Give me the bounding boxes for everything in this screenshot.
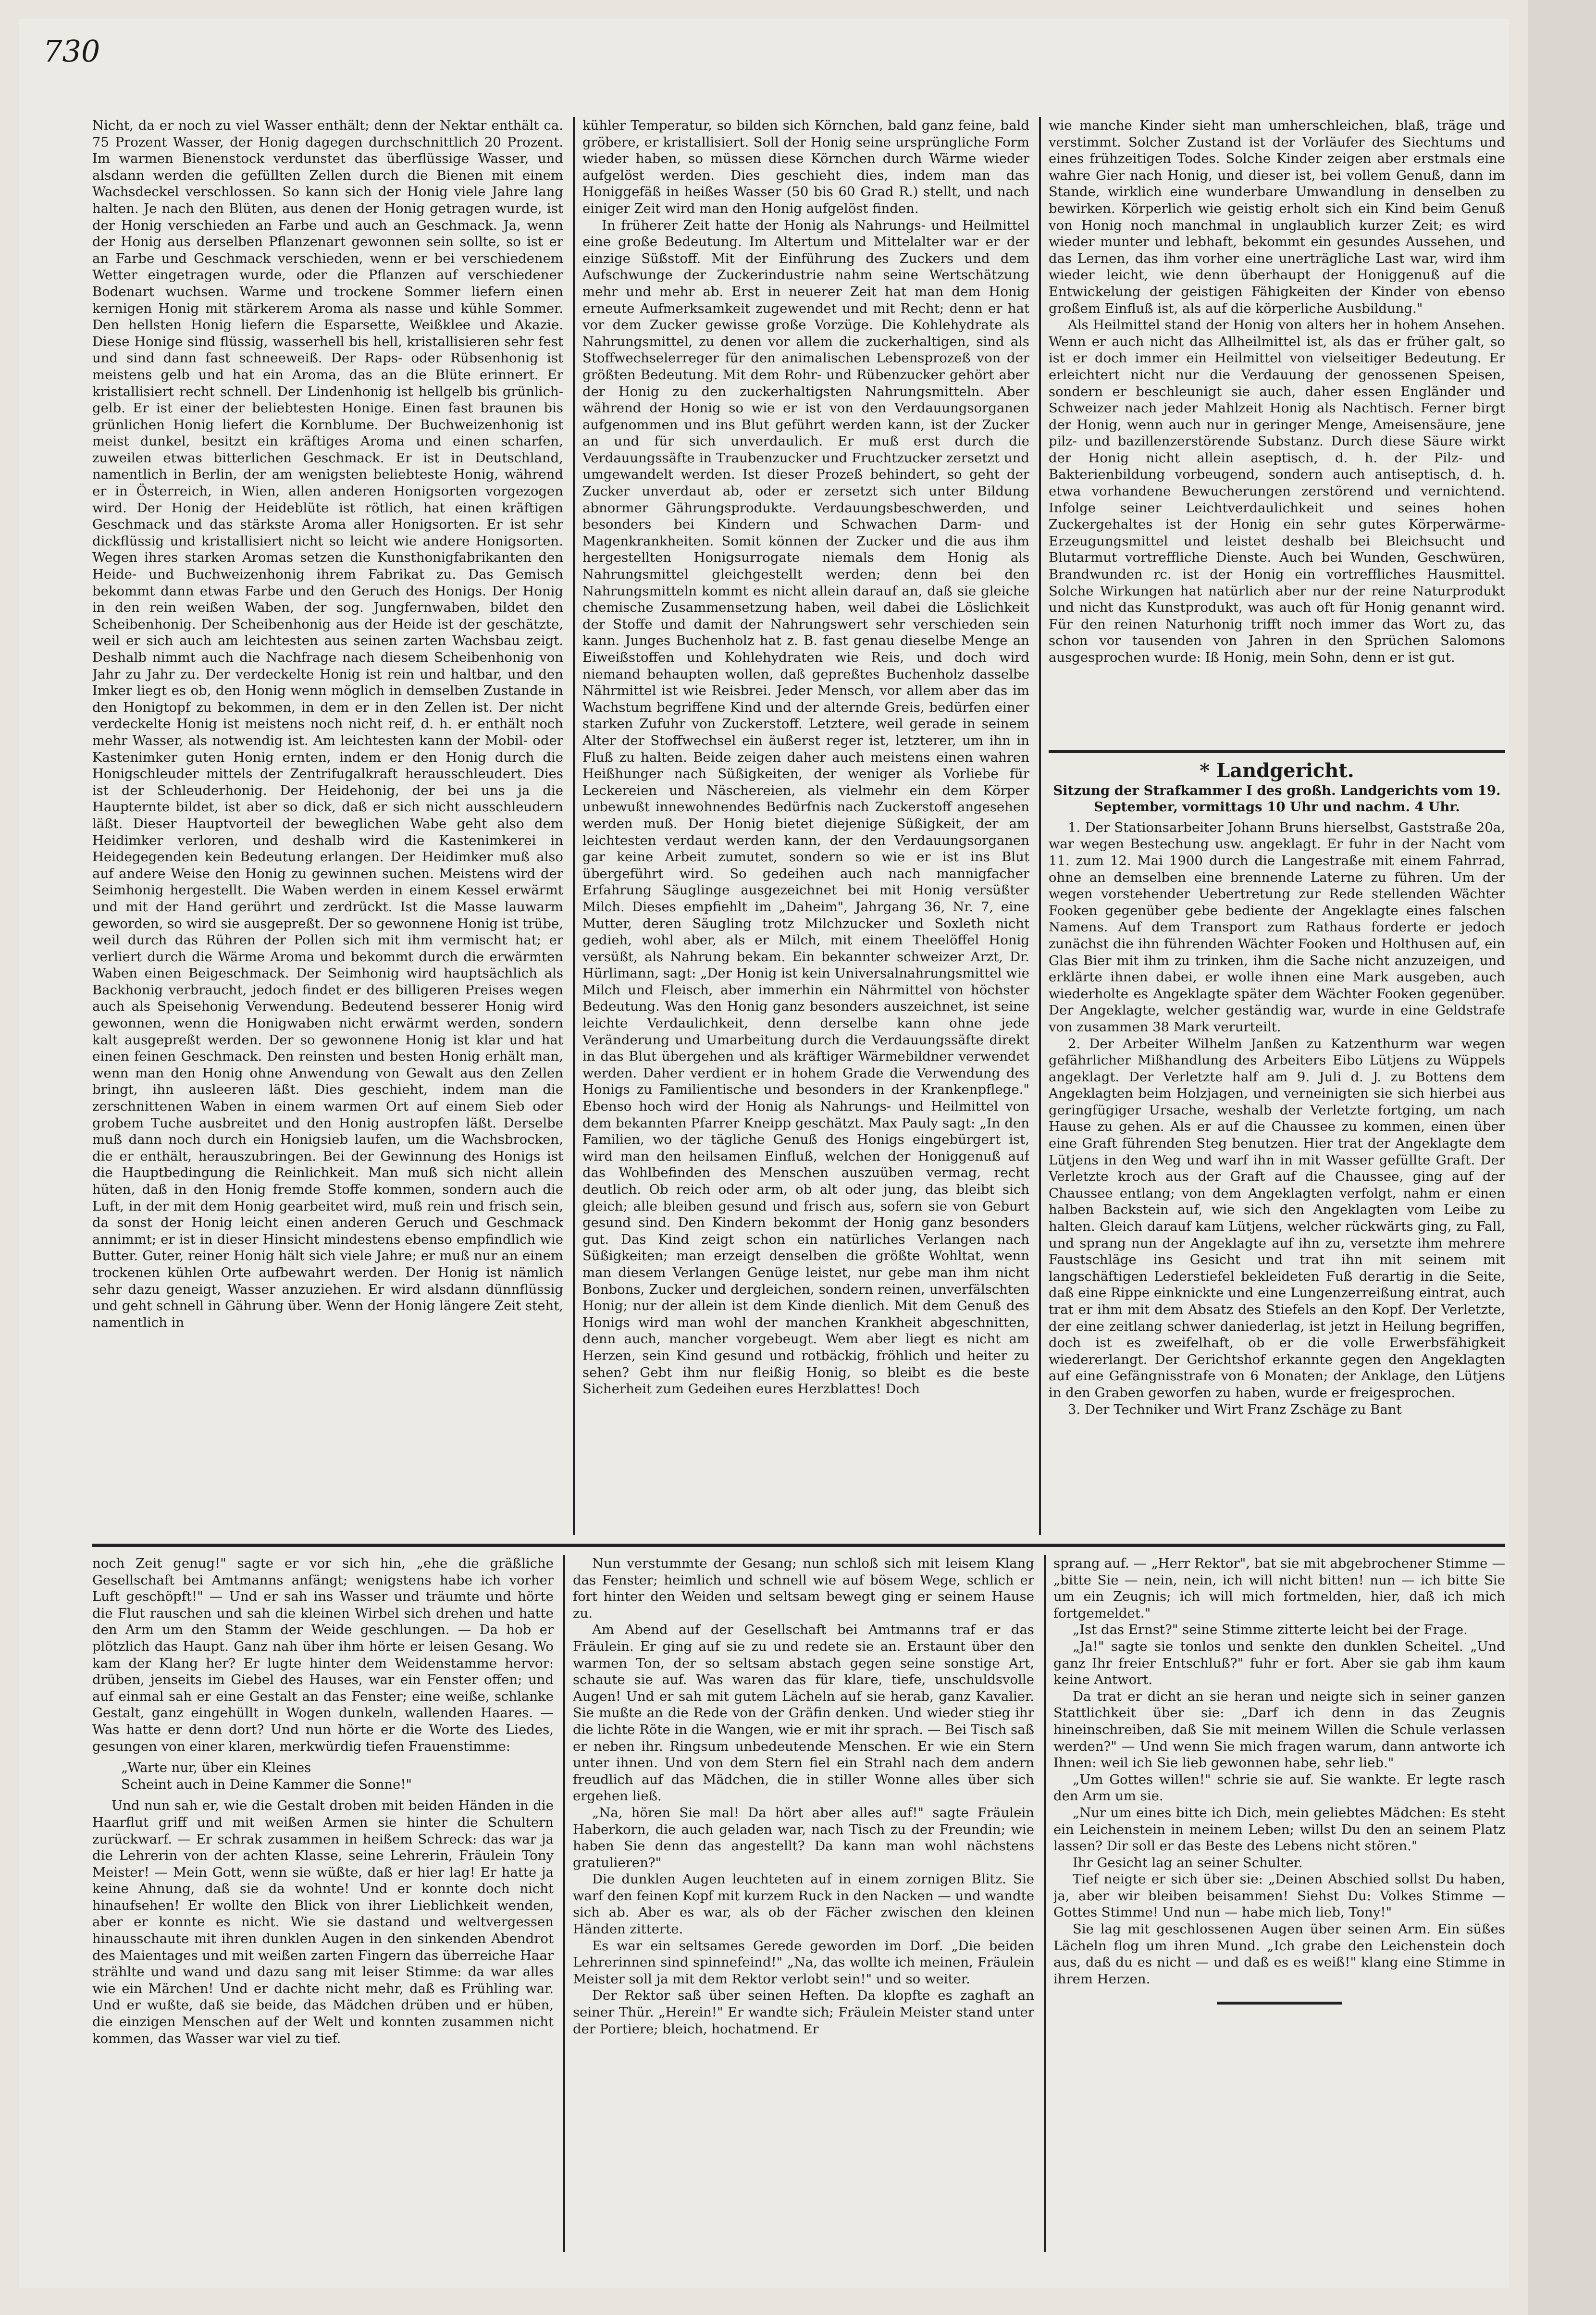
story-column-3 — [1053, 1555, 1505, 2252]
paragraph: Nicht, da er noch zu viel Wasser enthält; denn der Nektar enthält ca. 75 Prozent Wasser, der Honig dagegen durchschnittlich 20 Prozent. Im warmen Bienenstock verdunstet das überflüssige Wasser, und alsdann werden die gefüllten Zellen durch die Bienen mit einem Wachsdeckel verschlossen. So kann sich der Honig viele Jahre lang halten. Je nach den Blüten, aus denen der Honig getragen wurde, ist der Honig verschieden an Farbe und auch an Geschmack. Ja, wenn der Honig aus derselben Pflanzenart gewonnen sein sollte, so ist er an Farbe und Geschmack verschieden, wenn er bei verschiedenem Wetter eingetragen wurde, oder die Pflanzen auf verschiedener Bodenart wuchsen. Warme und trockene Sommer liefern einen kernigen Honig mit stärkerem Aroma als nasse und kühle Sommer. Den hellsten Honig liefern die Esparsette, Weißklee und Akazie. Diese Honige sind flüssig, wasserhell bis hell, kristallisieren sehr fest und sind dann fast schneeweiß. Der Raps- oder Rübsenhonig ist meistens gelb und hat ein Aroma, das an die Blüte erinnert. Er kristallisiert recht schnell. Der Lindenhonig ist hellgelb bis grünlich-gelb. Er ist einer der beliebtesten Honige. Einen fast braunen bis grünlichen Honig liefert die Kornblume. Der Buchweizenhonig ist meist dunkel, besitzt ein kräftiges Aroma und einen scharfen, zuweilen etwas bitterlichen Geschmack. Er ist in Deutschland, namentlich in Berlin, der am wenigsten beliebteste Honig, während er in Österreich, in Wien, allen anderen Honigsorten vorgezogen wird. Der Honig der Heideblüte ist rötlich, hat einen kräftigen Geschmack und das stärkste Aroma aller Honigsorten. Er ist sehr dickflüssig und kristallisiert nicht so leicht wie andere Honigsorten. Wegen ihres starken Aromas setzen die Kunsthonigfabrikanten den Heide- und Buchweizenhonig ihrem Fabrikat zu. Das Gemisch bekommt dann etwas Farbe und den Geruch des Honigs. Der Honig in den rein weißen Waben, der sog. Jungfernwaben, bildet den Scheibenhonig. Der Scheibenhonig aus der Heide ist der geschätzte, weil er sich auch am leichtesten aus seinen zarten Wachsbau zeigt. Deshalb nimmt auch die Nachfrage nach diesem Scheibenhonig von Jahr zu Jahr zu. Der verdeckelte Honig ist rein und haltbar, und den Imker liegt es ob, den Honig wenn möglich in demselben Zustande in den Honigtopf zu bekommen, in dem er in den Zellen ist. Der nicht verdeckelte Honig ist meistens noch nicht reif, d. h. er enthält noch mehr Wasser, als notwendig ist. Am leichtesten kann der Mobil- oder Kastenimker guten Honig ernten, indem er den Honig durch die Honigschleuder mittels der Zentrifugalkraft herausschleudert. Dies ist der Schleuderhonig. Der Heidehonig, der bei uns ja die Haupternte bildet, ist aber so dick, daß er sich nicht ausschleudern läßt. Dieser Hauptvorteil der beweglichen Wabe geht also dem Heidimker verloren, und deshalb wird die Kastenimkerei in Heidegegenden kein Bedeutung erlangen. Der Heidimker muß also auf andere Weise den Honig zu gewinnen suchen. Meistens wird der Seimhonig hergestellt. Die Waben werden in einem Kessel erwärmt und mit der Hand gerührt und zerdrückt. Ist die Masse lauwarm geworden, so wird sie ausgepreßt. Der so gewonnene Honig ist trübe, weil durch das Rühren der Pollen sich mit ihm vermischt hat; er verliert durch die Wärme Aroma und bekommt durch die erwärmten Waben einen Beigeschmack. Der Seimhonig wird hauptsächlich als Backhonig verbraucht, jedoch findet er des billigeren Preises wegen auch als Speisehonig Verwendung. Bedeutend besserer Honig wird gewonnen, wenn die Honigwaben nicht erwärmt werden, sondern kalt ausgepreßt werden. Der so gewonnene Honig ist klar und hat einen feinen Geschmack. Den reinsten und besten Honig erhält man, wenn man den Honig ohne Anwendung von Gewalt aus den Zellen bringt, ihn ausleeren läßt. Dies geschieht, indem man die zerschnittenen Waben in einem warmen Ort auf einem Sieb oder grobem Tuche ausbreitet und den Honig austropfen läßt. Derselbe muß dann noch durch ein Honigsieb laufen, um die Wachsbrocken, die er enthält, herauszubringen. Bei der Gewinnung des Honigs ist die Hauptbedingung die Reinlichkeit. Man muß sich nicht allein hüten, daß in den Honig fremde Stoffe kommen, sondern auch die Luft, in der mit dem Honig gearbeitet wird, muß rein und frisch sein, da sonst der Honig leicht einen anderen Geruch und Geschmack annimmt; er ist in dieser Hinsicht mindestens ebenso empfindlich wie Butter. Guter, reiner Honig hält sich viele Jahre; er muß nur an einem trockenen kühlen Orte aufbewahrt werden. Der Honig ist nämlich sehr dazu geneigt, Wasser anzuziehen. Er wird alsdann dünnflüssig und geht schnell in Gährung über. Wenn der Honig längere Zeit steht, namentlich in — [92, 118, 563, 1330]
paragraph: noch Zeit genug!" sagte er vor sich hin, „ehe die gräßliche Gesellschaft bei Amtmanns anfängt; wenigstens habe ich vorher Luft geschöpft!" — Und er sah ins Wasser und träumte und hörte die Flut rauschen und sah die kleinen Wirbel sich drehen und hatte den Arm um den Stamm der Weide geschlungen. — Da hob er plötzlich das Haupt. Ganz nah über ihm hörte er leisen Gesang. Wo kam der Klang her? Er lugte hinter dem Weidenstamme hervor: drüben, jenseits im Giebel des Hauses, war ein Fenster offen; und auf einmal sah er eine Gestalt an das Fenster; eine weiße, schlanke Gestalt, ganz eingehüllt in Wogen dunkeln, wallenden Haares. — Was hatte er denn dort? Und nun hörte er die Worte des Liedes, gesungen von einer klaren, merkwürdig tiefen Frauenstimme: — [92, 1556, 554, 1754]
story-rule-2 — [1044, 1555, 1046, 2252]
paragraph: In früherer Zeit hatte der Honig als Nahrungs- und Heilmittel eine große Bedeutung. Im Altertum und Mittelalter war er der einzige Süßstoff. Mit der Einführung des Zuckers und dem Aufschwunge der Zuckerindustrie nahm seine Wertschätzung mehr und mehr ab. Erst in neuerer Zeit hat man dem Honig erneute Aufmerksamkeit zugewendet und mit Recht; denn er hat vor dem Zucker gewisse große Vorzüge. Die Kohlehydrate als Nahrungsmittel, zu denen vor allem die zuckerhaltigen, sind als Stoffwechselerreger für den animalischen Lebensprozeß von der größten Bedeutung. Mit dem Rohr- und Rübenzucker gehört aber der Honig zu den zuckerhaltigsten Nahrungsmitteln. Aber während der Honig so wie er ist von den Verdauungsorganen aufgenommen und ins Blut geführt werden kann, ist der Zucker an und für sich unverdaulich. Er muß erst durch die Verdauungssäfte in Traubenzucker und Fruchtzucker zersetzt und umgewandelt werden. Ist dieser Prozeß behindert, so geht der Zucker unverdaut ab, oder er zersetzt sich unter Bildung abnormer Gährungsprodukte. Verdauungsbeschwerden, und besonders bei Kindern und Schwachen Darm- und Magenkrankheiten. Somit können der Zucker und die aus ihm hergestellten Honigsurrogate niemals dem Honig als Nahrungsmittel gleichgestellt werden; denn bei den Nahrungsmitteln kommt es nicht allein darauf an, daß sie gleiche chemische Zusammensetzung haben, weil dabei die Löslichkeit der Stoffe und damit der Nahrungswert sehr verschieden sein kann. Junges Buchenholz hat z. B. fast genau dieselbe Menge an Eiweißstoffen und Kohlehydraten wie Reis, und doch wird niemand behaupten wollen, daß gepreßtes Buchenholz dasselbe Nährmittel ist wie Reisbrei. Jeder Mensch, vor allem aber das im Wachstum begriffene Kind und der alternde Greis, bedürfen einer starken Zufuhr von Zuckerstoff. Letztere, weil gerade in seinem Alter der Stoffwechsel ein äußerst reger ist, letzterer, um ihn in Fluß zu halten. Beide zeigen daher auch meistens einen wahren Heißhunger nach Süßigkeiten, der weniger als Vorliebe für Leckereien und Näschereien, als vielmehr ein dem Körper unbewußt innewohnendes Bedürfnis nach Zuckerstoff angesehen werden muß. Der Honig bietet diejenige Süßigkeit, der am leichtesten verdaut werden kann, der den Verdauungsorganen gar keine Arbeit zumutet, sondern so wie er ist ins Blut übergeführt wird. So gedeihen auch nach mannigfacher Erfahrung Säuglinge ausgezeichnet bei mit Honig versüßter Milch. Dieses empfiehlt im „Daheim", Jahrgang 36, Nr. 7, eine Mutter, deren Säugling trotz Milchzucker und Soxleth nicht gedieh, wohl aber, als er Milch, mit einem Theelöffel Honig versüßt, als Nahrung bekam. Ein bekannter schweizer Arzt, Dr. Hürlimann, sagt: „Der Honig ist kein Universalnahrungsmittel wie Milch und Fleisch, aber immerhin ein Nährmittel von höchster Bedeutung. Was den Honig ganz besonders auszeichnet, ist seine leichte Verdaulichkeit, denn derselbe kann ohne jede Veränderung und Umarbeitung durch die Verdauungssäfte direkt in das Blut übergehen und als kräftiger Wärmebildner verwendet werden. Daher verdient er in hohem Grade die Verwendung des Honigs zu Familientische und besonders in der Krankenpflege." Ebenso hoch wird der Honig als Nahrungs- und Heilmittel von dem bekannten Pfarrer Kneipp geschätzt. Max Pauly sagt: „In den Familien, wo der tägliche Genuß des Honigs eingebürgert ist, wird man den heilsamen Einfluß, welchen der Honiggenuß auf das Wohlbefinden des Menschen auszuüben vermag, recht deutlich. Ob reich oder arm, ob alt oder jung, das bleibt sich gleich; alle bleiben gesund und frisch aus, sofern sie von Geburt gesund sind. Den Kindern bekommt der Honig ganz besonders gut. Das Kind zeigt schon ein natürliches Verlangen nach Süßigkeiten; man erzeigt denselben die größte Wohltat, wenn man diesem Verlangen Genüge leistet, nur gebe man ihm nicht Bonbons, Zucker und dergleichen, sondern reinen, unverfälschten Honig; nur der allein ist dem Kinde dienlich. Mit dem Genuß des Honigs wird man wohl der manchen Krankheit abgeschnitten, denn auch, mancher vorgebeugt. Wem aber liegt es nicht am Herzen, sein Kind gesund und rotbäckig, fröhlich und heiter zu sehen? Gebt ihm nur fleißig Honig, so bleibt es die beste Sicherheit zum Gedeihen eures Herzblattes! Doch — [582, 217, 1029, 1397]
paragraph: „Na, hören Sie mal! Da hört aber alles auf!" sagte Fräulein Haberkorn, die auch geladen war, nach Tisch zu der Freundin; wie haben Sie denn das angestellt? Da kann man wohl nächstens gratulieren?" — [573, 1805, 1034, 1870]
upper-column-3 — [1049, 117, 1505, 1535]
paragraph: 2. Der Arbeiter Wilhelm Janßen zu Katzenthurm war wegen gefährlicher Mißhandlung des Arbeiters Eibo Lütjens zu Wüppels angeklagt. Der Verletzte half am 9. Juli d. J. zu Bottens dem Angeklagten beim Holzjagen, und verneinigten sie sich hierbei aus geringfügiger Ursache, weshalb der Verletzte fortging, um nach Hause zu gehen. Als er auf die Chaussee zu kommen, einen über eine Graft führenden Steg benutzen. Hier trat der Angeklagte dem Lütjens in den Weg und warf ihn in mit Wasser gefüllte Graft. Der Verletzte kroch aus der Graft auf die Chaussee, ging auf der Chaussee entlang; von dem Angeklagten verfolgt, nahm er einen halben Backstein auf, wie sich den Angeklagten vom Leibe zu halten. Gleich darauf kam Lütjens, welcher rückwärts ging, zu Fall, und sprang nun der Angeklagte auf ihn zu, versetzte ihm mehrere Faustschläge ins Gesicht und trat ihn mit seinem mit langschäftigen Lederstiefel bekleideten Fuß derartig in die Seite, daß eine Rippe einknickte und eine Lungenzerreißung eintrat, auch trat er ihm mit dem Absatz des Stiefels an den Kopf. Der Verletzte, der eine zeitlang schwer daniederlag, ist jetzt in Heilung begriffen, doch ist es zweifelhaft, ob er die volle Erwerbsfähigkeit wiedererlangt. Der Gerichtshof erkannte gegen den Angeklagten auf eine Gefängnisstrafe von 6 Monaten; der Anklage, den Lütjens in den Graben geworfen zu haben, wurde er freigesprochen. — [1049, 1036, 1505, 1400]
story-rule-1 — [563, 1555, 565, 2252]
paragraph: Es war ein seltsames Gerede geworden im Dorf. „Die beiden Lehrerinnen sind spinnefeind!" „Na, das wollte ich meinen, Fräulein Meister soll ja mit dem Rektor verlobt sein!" und so weiter. — [573, 1938, 1034, 1987]
page-number: 730 — [43, 34, 100, 69]
right-page-edge — [1528, 0, 1596, 2315]
column-rule-2 — [1039, 117, 1041, 1535]
court-section-rule — [1049, 750, 1505, 753]
paragraph: „Nur um eines bitte ich Dich, mein geliebtes Mädchen: Es steht ein Leichenstein in meinem Leben; willst Du den an seinem Platz lassen? Dir soll er das Beste des Lebens nicht stören." — [1053, 1805, 1505, 1854]
upper-column-2 — [582, 117, 1029, 1535]
story-end-text — [1053, 1555, 1505, 1987]
paragraph: Am Abend auf der Gesellschaft bei Amtmanns traf er das Fräulein. Er ging auf sie zu und redete sie an. Erstaunt über den warmen Ton, der so seltsam abstach gegen seine sonstige Art, schaute sie auf. Was waren das für klare, tiefe, unschuldsvolle Augen! Und er sah mit gutem Lächeln auf sie herab, ganz Kavalier. Sie mußte an die Rede von der Gräfin denken. Und wieder stieg ihr die lichte Röte in die Wangen, wie er mit ihr sprach. — Bei Tisch saß er neben ihr. Ringsum unbedeutende Menschen. Er wie ein Stern unter ihnen. Und von dem Stern fiel ein Strahl nach dem andern freudlich auf das Mädchen, die in stiller Wonne alles über sich ergehen ließ. — [573, 1622, 1034, 1804]
paragraph: Und nun sah er, wie die Gestalt droben mit beiden Händen in die Haarflut griff und mit weißen Armen sie hinter die Schultern zurückwarf. — Er schrak zusammen in heißem Schreck: das war ja die Lehrerin von der achten Klasse, seine Lehrerin, Fräulein Tony Meister! — Mein Gott, wenn sie wüßte, daß er hier lag! Er hatte ja keine Ahnung, daß sie da wohnte! Und er konnte doch nicht hinaufsehen! Er wollte den Blick von ihrer Lieblichkeit wenden, aber er konnte es nicht. Wie sie dastand und weltvergessen hinausschaute mit ihren dunklen Augen in den sinkenden Abendrot des Maientages und mit weißen zarten Fingern das überreiche Haar strählte und wand und dazu sang mit leiser Stimme: da war alles wie ein Märchen! Und er dachte nicht mehr, daß es Frühling war. Und er wußte, daß sie beide, das Mädchen drüben und er hüben, die einzigen Menschen auf der Welt und konnten zusammen nicht kommen, das Wasser war viel zu tief. — [92, 1798, 554, 2046]
paragraph: Nun verstummte der Gesang; nun schloß sich mit leisem Klang das Fenster; heimlich und schnell wie auf bösem Wege, schlich er fort hinter den Weiden und seltsam bewegt ging er seinem Hause zu. — [573, 1556, 1034, 1621]
paragraph: 3. Der Techniker und Wirt Franz Zschäge zu Bant — [1068, 1401, 1402, 1417]
verse: „Warte nur, über ein Kleines Scheint auch in Deine Kammer die Sonne!" — [121, 1760, 412, 1792]
court-report — [1049, 819, 1505, 1418]
paragraph: Da trat er dicht an sie heran und neigte sich in seiner ganzen Stattlichkeit über sie: „Darf ich denn in das Zeugnis hineinschreiben, daß Sie mit meinem Willen die Schule verlassen werden?" — Und wenn Sie mich fragen warum, dann antworte ich Ihnen: weil ich Sie lieb gewonnen habe, sehr lieb." — [1053, 1688, 1505, 1771]
paragraph: „Um Gottes willen!" schrie sie auf. Sie wankte. Er legte rasch den Arm um sie. — [1053, 1771, 1505, 1804]
feuilleton-rule — [92, 1544, 1505, 1547]
paragraph: Als Heilmittel stand der Honig von alters her in hohem Ansehen. Wenn er auch nicht das Allheilmittel ist, als das er früher galt, so ist er doch immer ein Heilmittel von vielseitiger Bedeutung. Er erleichtert nicht nur die Verdauung der genossenen Speisen, sondern er beschleunigt sie auch, daher essen Engländer und Schweizer nach jeder Mahlzeit Honig als Nachtisch. Ferner birgt der Honig, wenn auch nur in geringer Menge, Ameisensäure, jene pilz- und bazillenzerstörende Substanz. Durch diese Säure wirkt der Honig nicht allein aseptisch, d. h. der Pilz- und Bakterienbildung vorbeugend, sondern auch antiseptisch, d. h. etwa vorhandene Bewucherungen zerstörend und vernichtend. Infolge seiner Leichtverdaulichkeit und seines hohen Zuckergehaltes ist der Honig ein sehr gutes Körperwärme-Erzeugungsmittel und leistet deshalb bei Bleichsucht und Blutarmut vortreffliche Dienste. Auch bei Wunden, Geschwüren, Brandwunden rc. ist der Honig ein vortreffliches Hausmittel. Solche Wirkungen hat natürlich aber nur der reine Naturprodukt und nicht das Kunstprodukt, was auch oft für Honig genannt wird. Für den reinen Naturhonig trifft noch immer das Wort zu, das schon vor tausenden von Jahren in den Sprüchen Salomons ausgesprochen wurde: Iß Honig, mein Sohn, denn er ist gut. — [1049, 317, 1505, 665]
paragraph: Der Rektor saß über seinen Heften. Da klopfte es zaghaft an seiner Thür. „Herein!" Er wandte sich; Fräulein Meister stand unter der Portiere; bleich, hochatmend. Er — [573, 1988, 1034, 2037]
honey-article-end — [1049, 117, 1505, 744]
paragraph: Sie lag mit geschlossenen Augen über seinen Arm. Ein süßes Lächeln flog um ihren Mund. „Ich grabe den Leichenstein doch aus, daß du es nicht — und daß es es weiß!" klang eine Stimme in ihrem Herzen. — [1053, 1921, 1505, 1987]
court-subhead: Sitzung der Strafkammer I des großh. Landgerichts vom 19. September, vormittags 10 Uhr und nachm. 4 Uhr. — [1053, 782, 1501, 815]
column-rule-1 — [573, 117, 575, 1535]
story-column-2 — [573, 1555, 1034, 2252]
paragraph: 1. Der Stationsarbeiter Johann Bruns hierselbst, Gaststraße 20a, war wegen Bestechung usw. angeklagt. Er fuhr in der Nacht vom 11. zum 12. Mai 1900 durch die Langestraße mit einem Fahrrad, ohne an demselben eine brennende Laterne zu führen. Um der wegen vorstehender Uebertretung zur Rede stellenden Wächter Fooken gegenüber gebe bediente der Angeklagte eines falschen Namens. Auf dem Transport zum Rathaus forderte er jedoch zunächst die ihn führenden Wächter Fooken und Holthusen auf, ein Glas Bier mit ihm zu trinken, ihm die Sache nicht anzuzeigen, und erklärte ihnen dabei, er wolle ihnen eine Mark ausgeben, auch wiederholte es Angeklagte später dem Wächter Fooken gegenüber. Der Angeklagte, welcher geständig war, wurde in eine Geldstrafe von zusammen 38 Mark verurteilt. — [1049, 819, 1505, 1035]
end-mark — [1217, 2002, 1342, 2005]
paragraph: kühler Temperatur, so bilden sich Körnchen, bald ganz feine, bald gröbere, er kristallisiert. Soll der Honig seine ursprüngliche Form wieder haben, so müssen diese Körnchen durch Wärme wieder aufgelöst werden. Dies geschieht dies, indem man das Honiggefäß in heißes Wasser (50 bis 60 Grad R.) stellt, und nach einiger Zeit wird man den Honig aufgelöst finden. — [582, 118, 1029, 216]
paragraph: Ihr Gesicht lag an seiner Schulter. — [1073, 1855, 1303, 1870]
paragraph: sprang auf. — „Herr Rektor", bat sie mit abgebrochener Stimme — „bitte Sie — nein, nein, ich will nicht bitten! nun — ich bitte Sie um ein Zeugnis; ich will mich fortmelden, hier, daß ich mich fortgemeldet." — [1053, 1556, 1505, 1621]
upper-column-1 — [92, 117, 563, 1535]
paragraph: „Ist das Ernst?" seine Stimme zitterte leicht bei der Frage. — [1073, 1622, 1468, 1638]
paragraph: „Ja!" sagte sie tonlos und senkte den dunklen Scheitel. „Und ganz Ihr freier Entschluß?" fuhr er fort. Aber sie gab ihm kaum keine Antwort. — [1053, 1638, 1505, 1688]
story-column-1 — [92, 1555, 554, 2252]
paragraph: Die dunklen Augen leuchteten auf in einem zornigen Blitz. Sie warf den feinen Kopf mit kurzem Ruck in den Nacken — und wandte sich ab. Aber es war, als ob der Fächer zwischen den kleinen Händen zitterte. — [573, 1871, 1034, 1937]
paragraph: Tief neigte er sich über sie: „Deinen Abschied sollst Du haben, ja, aber wir bleiben beisammen! Siehst Du: Volkes Stimme — Gottes Stimme! Und nun — habe mich lieb, Tony!" — [1053, 1871, 1505, 1920]
court-headline: * Landgericht. — [1200, 759, 1354, 782]
paragraph: wie manche Kinder sieht man umherschleichen, blaß, träge und verstimmt. Solcher Zustand ist der Vorläufer des Siechtums und eines frühzeitigen Todes. Solche Kinder zeigen aber erstmals eine wahre Gier nach Honig, und dieser ist, bei vollem Genuß, dann im Stande, wirklich eine wunderbare Umwandlung in denselben zu bewirken. Körperlich wie geistig erholt sich ein Kind beim Genuß von Honig noch manchmal in unglaublich kurzer Zeit; es wird wieder munter und lebhaft, bekommt ein gesundes Aussehen, und das Lernen, das ihm vorher eine unerträgliche Last war, wird ihm wieder leicht, wie denn überhaupt der Honiggenuß auf die Entwickelung der geistigen Fähigkeiten der Kinder von ebenso großem Einfluß ist, als auf die körperliche Ausbildung." — [1049, 118, 1505, 316]
